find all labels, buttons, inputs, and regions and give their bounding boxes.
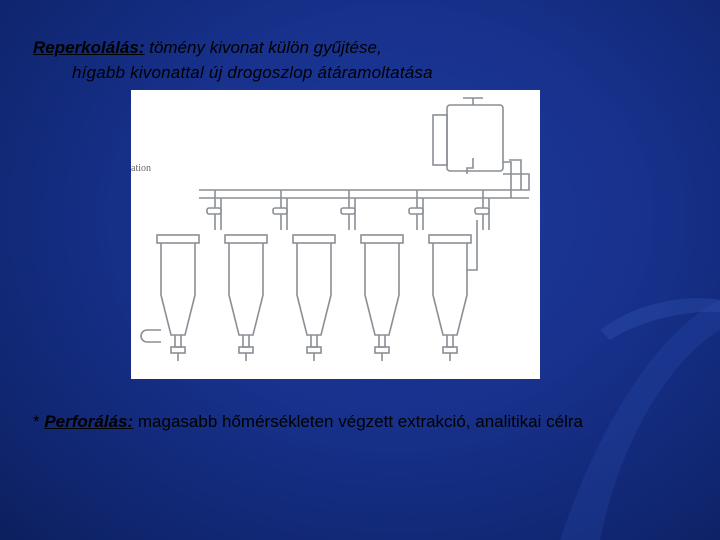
percolator-column-5: [429, 235, 471, 361]
percolator-column-1: [157, 235, 199, 361]
bullet-rest: magasabb hőmérsékleten végzett extrakció, analitikai célra: [133, 412, 583, 431]
reservoir-tank: [447, 105, 503, 171]
slide-title: [33, 38, 382, 58]
bullet-marker: *: [33, 412, 45, 431]
apparatus-diagram: [131, 90, 540, 379]
title-rest: tömény kivonat külön gyűjtése,: [144, 38, 382, 57]
slide-title-line-2: hígabb kivonattal új drogoszlop átáramoltatása: [72, 63, 433, 82]
percolator-column-4: [361, 235, 403, 361]
percolation-apparatus-figure: [131, 90, 540, 379]
bullet-perforalas: [33, 412, 583, 432]
reservoir-sight-glass: [433, 115, 447, 165]
bullet-keyword: Perforálás:: [44, 412, 134, 431]
title-keyword: Reperkolálás:: [33, 38, 145, 57]
percolator-column-2: [225, 235, 267, 361]
figure-fragment-label: ation: [131, 163, 151, 174]
percolator-column-3: [293, 235, 335, 361]
